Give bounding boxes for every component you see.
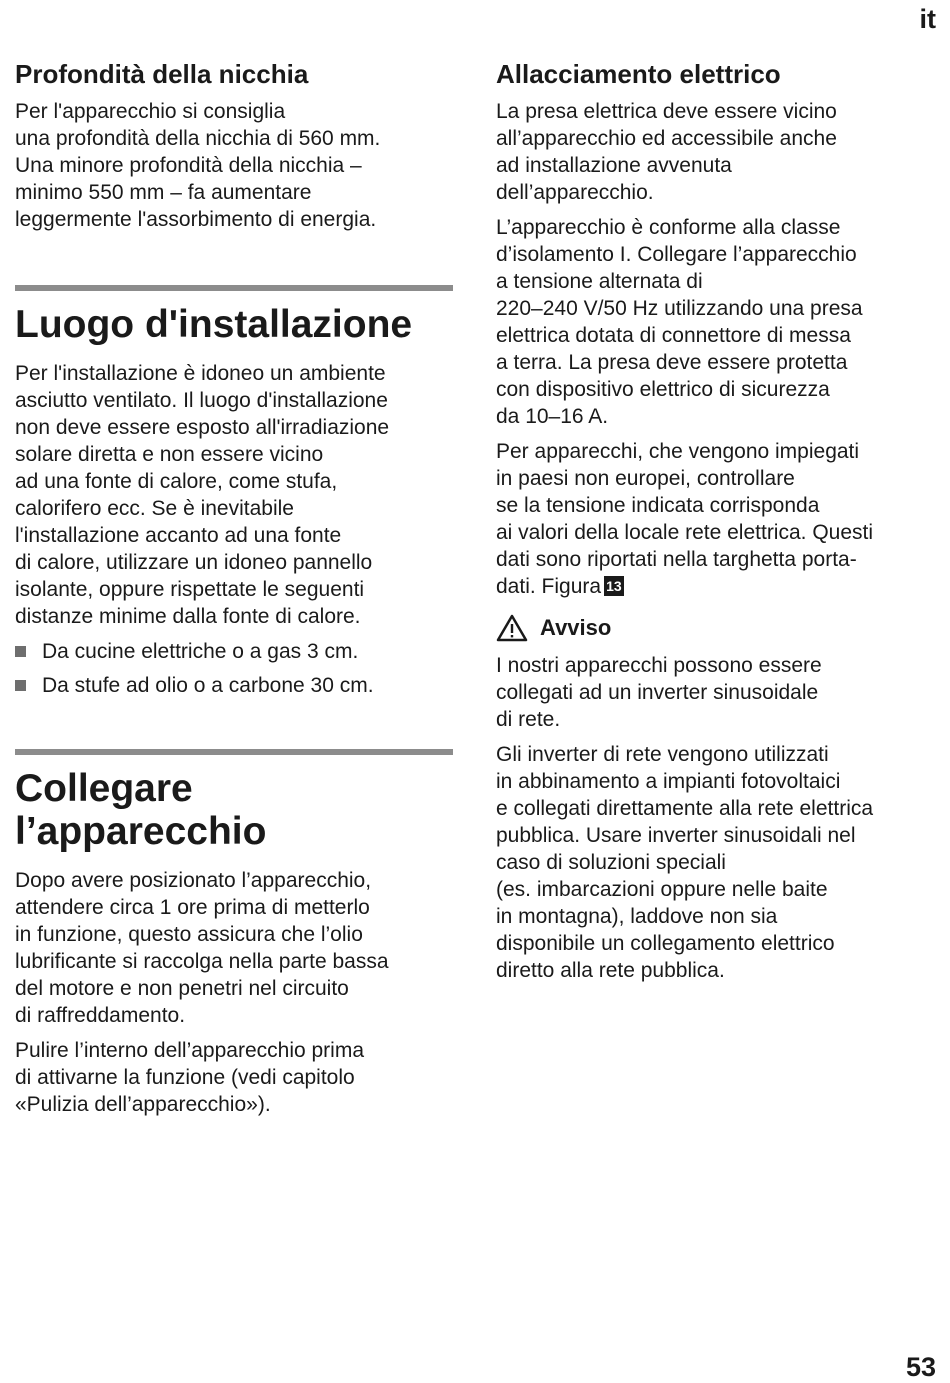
- warning-block: [496, 614, 936, 642]
- section-divider: [15, 749, 453, 755]
- warning-icon: [496, 614, 528, 642]
- paragraph: Pulire l’interno dell’apparecchio prima di attivarne la funzione (vedi capitolo «Pulizia dell’apparecchio»).: [15, 1039, 365, 1116]
- paragraph: Per l'apparecchio si consiglia una profondità della nicchia di 560 mm. Una minore profondità della nicchia – minimo 550 mm – fa aumentare leggermente l'assorbimento di energia.: [15, 100, 381, 231]
- section-divider: [15, 285, 453, 291]
- page-number: 53: [905, 1352, 936, 1382]
- paragraph: Gli inverter di rete vengono utilizzati in abbinamento a impianti fotovoltaici e collegati direttamente alla rete elettrica pubblica. Usare inverter sinusoidali nel caso di soluzioni speciali (es. imbarcazioni oppure nelle baite in montagna), laddove non sia disponibile un collegamento elettrico diretto alla rete pubblica.: [496, 743, 874, 982]
- language-code: it: [919, 4, 936, 34]
- section-heading: Allacciamento elettrico: [496, 59, 781, 89]
- warning-label: Avviso: [540, 615, 612, 640]
- right-column: [496, 58, 936, 992]
- paragraph: Dopo avere posizionato l’apparecchio, attendere circa 1 ore prima di metterlo in funzione, questo assicura che l’olio lubrificante si raccolga nella parte bassa del motore e non penetri nel circuito di raffreddamento.: [15, 869, 389, 1027]
- section-collegare: [15, 767, 455, 1118]
- square-bullet-icon: [15, 680, 26, 691]
- list-item: Da stufe ad olio o a carbone 30 cm.: [15, 672, 455, 699]
- chapter-title: Luogo d'installazione: [15, 303, 413, 346]
- section-luogo-installazione: [15, 303, 455, 699]
- bullet-list: [15, 638, 455, 699]
- left-column: [15, 58, 455, 1126]
- paragraph: Per l'installazione è idoneo un ambiente asciutto ventilato. Il luogo d'installazione non deve essere esposto all'irradiazione solare diretta e non essere vicino ad una fonte di calore, come stufa, calorifero ecc. Se è inevitabile l'installazione accanto ad una fonte di calore, utilizzare un idoneo pannello isolante, oppure rispettate le seguenti distanze minime dalla fonte di calore.: [15, 362, 390, 628]
- paragraph: I nostri apparecchi possono essere collegati ad un inverter sinusoidale di rete.: [496, 654, 822, 731]
- paragraph: La presa elettrica deve essere vicino all’apparecchio ed accessibile anche ad installazione avvenuta dell’apparecchio.: [496, 100, 837, 204]
- list-item: Da cucine elettriche o a gas 3 cm.: [15, 638, 455, 665]
- chapter-title: Collegare l’apparecchio: [15, 767, 267, 853]
- paragraph: L’apparecchio è conforme alla classe d’isolamento I. Collegare l’apparecchio a tensione alternata di 220–240 V/50 Hz utilizzando una presa elettrica dotata di connettore di messa a terra. La presa deve essere protetta con dispositivo elettrico di sicurezza da 10–16 A.: [496, 216, 863, 428]
- section-nicchia: [15, 58, 455, 233]
- section-heading: Profondità della nicchia: [15, 59, 309, 89]
- figure-reference: 13: [606, 578, 622, 594]
- paragraph-with-figure-ref: Per apparecchi, che vengono impiegati in paesi non europei, controllare se la tensione indicata corrisponda ai valori della locale rete elettrica. Questi dati sono riportati nella targhetta porta- dati. Figura 13: [496, 440, 874, 598]
- square-bullet-icon: [15, 646, 26, 657]
